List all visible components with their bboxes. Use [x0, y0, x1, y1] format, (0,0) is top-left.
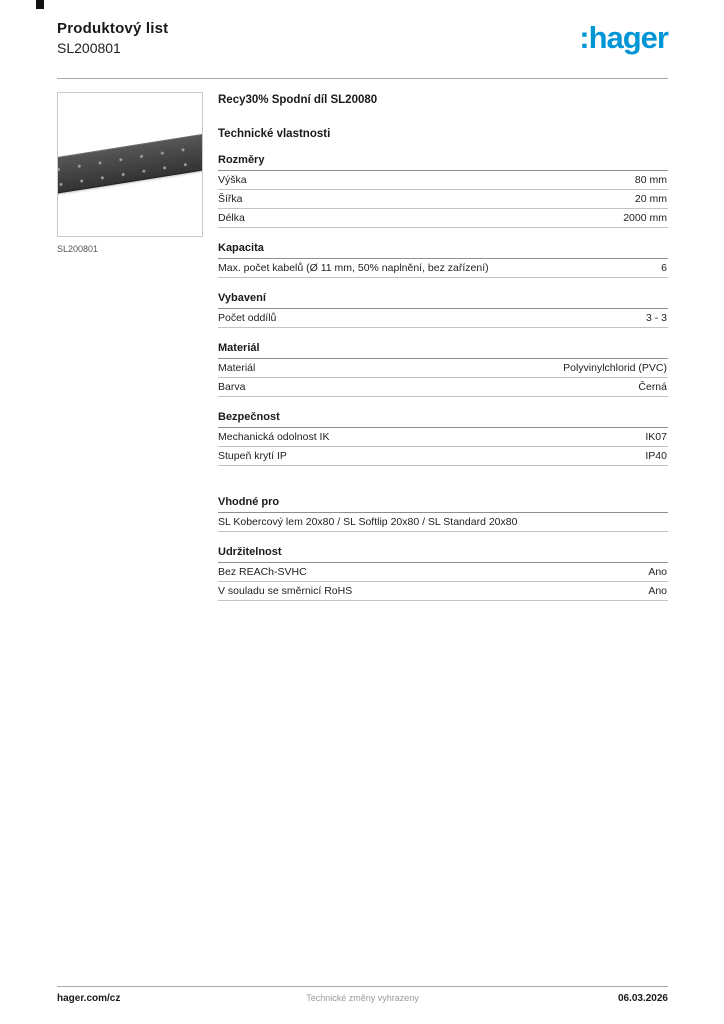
spec-label: Max. počet kabelů (Ø 11 mm, 50% naplnění, bez zařízení): [218, 262, 489, 274]
spec-label: Šířka: [218, 193, 243, 205]
spec-value: 2000 mm: [623, 212, 667, 224]
spec-value: IK07: [645, 431, 667, 443]
spec-label: Počet oddílů: [218, 312, 277, 324]
page-footer: [57, 986, 668, 1004]
spec-sections: [218, 154, 668, 601]
footer-disclaimer: Technické změny vyhrazeny: [306, 993, 419, 1003]
spec-label: Barva: [218, 381, 246, 393]
spec-value: 3 - 3: [645, 312, 667, 324]
spec-value: 20 mm: [634, 193, 667, 205]
trunking-profile-graphic: [57, 130, 203, 195]
spec-row: [218, 359, 668, 378]
spec-value: 6: [661, 262, 667, 274]
content-area: [57, 92, 668, 601]
spec-row: [218, 378, 668, 397]
spec-value: 80 mm: [634, 174, 667, 186]
tech-properties-heading: Technické vlastnosti: [218, 128, 331, 140]
spec-section-title: Materiál: [218, 342, 668, 359]
spec-value: Ano: [648, 566, 667, 578]
page-header: [57, 20, 668, 56]
spec-section: [218, 496, 668, 532]
product-image: [57, 92, 203, 237]
spec-row: [218, 171, 668, 190]
details-column: [218, 92, 668, 601]
spec-value: Černá: [638, 381, 667, 393]
spec-section: [218, 154, 668, 228]
spec-value: IP40: [645, 450, 667, 462]
spec-section-title: Vhodné pro: [218, 496, 668, 513]
spec-row: [218, 309, 668, 328]
footer-row: [57, 993, 668, 1004]
footer-divider: [57, 986, 668, 987]
footer-date: 06.03.2026: [617, 993, 668, 1004]
image-column: [57, 92, 203, 601]
spec-label: Bez REACh-SVHC: [218, 566, 307, 578]
spec-section: [218, 411, 668, 466]
hager-logo: :hager: [579, 20, 668, 55]
spec-label: Mechanická odolnost IK: [218, 431, 330, 443]
spec-row: [218, 259, 668, 278]
print-mark-icon: [36, 0, 44, 9]
spec-section: [218, 546, 668, 601]
spec-section-title: Udržitelnost: [218, 546, 668, 563]
spec-section-title: Vybavení: [218, 292, 668, 309]
spec-label: Stupeň krytí IP: [218, 450, 287, 462]
spec-value: Ano: [648, 585, 667, 597]
spec-label: Délka: [218, 212, 245, 224]
spec-value: Polyvinylchlorid (PVC): [563, 362, 667, 374]
spec-section-title: Bezpečnost: [218, 411, 668, 428]
spec-section: [218, 342, 668, 397]
spec-row: [218, 563, 668, 582]
spec-label: Výška: [218, 174, 247, 186]
spec-section: [218, 242, 668, 278]
spec-row: [218, 582, 668, 601]
spec-row: [218, 190, 668, 209]
image-caption: SL200801: [57, 244, 99, 254]
spec-label: V souladu se směrnicí RoHS: [218, 585, 353, 597]
spec-row: [218, 447, 668, 466]
hager-website-link[interactable]: hager.com/cz: [57, 993, 121, 1004]
spec-section: [218, 292, 668, 328]
spec-section-title: Kapacita: [218, 242, 668, 259]
header-title-block: [57, 20, 168, 56]
spec-row: [218, 428, 668, 447]
spec-section-title: Rozměry: [218, 154, 668, 171]
header-product-code: SL200801: [57, 40, 121, 56]
document-type-title: Produktový list: [57, 20, 169, 37]
spec-row: [218, 209, 668, 228]
product-title: Recy30% Spodní díl SL20080: [218, 94, 378, 106]
header-divider: [57, 78, 668, 79]
spec-label: Materiál: [218, 362, 256, 374]
spec-label: SL Kobercový lem 20x80 / SL Softlip 20x80 / SL Standard 20x80: [218, 516, 518, 528]
spec-row: [218, 513, 668, 532]
